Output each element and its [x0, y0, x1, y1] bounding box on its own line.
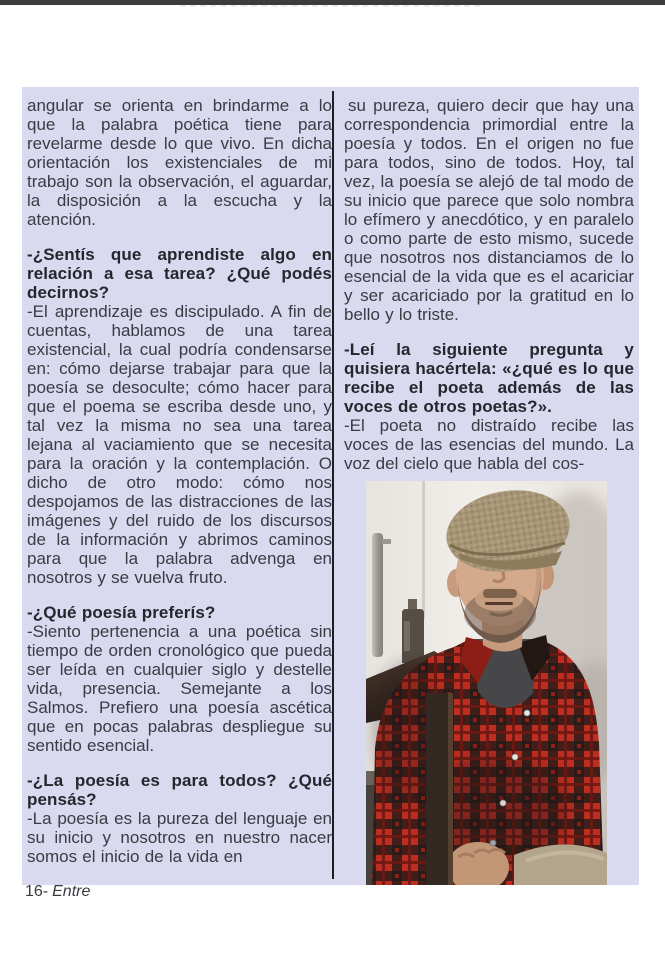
interview-question: -¿La poesía es para todos? ¿Qué pensás?	[27, 771, 332, 809]
column-right	[344, 96, 634, 885]
poet-portrait-photo	[366, 481, 607, 885]
interview-question: -Leí la siguiente pregunta y quisiera hacértela: «¿qué es lo que recibe el poeta además de las voces de otros poetas?».	[344, 340, 634, 416]
interview-answer: -El aprendizaje es discipulado. A fin de cuentas, hablamos de una tarea existencial, la cual podría condensarse en: cómo dejarse trabajar para que la poesía se desoculte; cómo hacer para que el poema se escriba desde uno, y tal vez la misma no sea una tarea lejana al vaciamiento que se necesita para la oración y la contemplación. O dicho de otro modo: cómo nos despojamos de las distracciones de las imágenes y del ruido de los discursos de la información y abrimos caminos para que la palabra advenga en nosotros y se vuelva fruto.	[27, 302, 332, 587]
interview-question: -¿Sentís que aprendiste algo en relación a esa tarea? ¿Qué podés decirnos?	[27, 245, 332, 302]
article-panel	[22, 87, 639, 885]
top-perforation-dashes	[180, 5, 480, 7]
paragraph: su pureza, quiero decir que hay una correspondencia primordial entre la poesía y todos. En el origen no fue para todos, sino de todos. Hoy, tal vez, la poesía se alejó de tal modo de su inicio que parece que solo nombra lo efímero y anecdótico, y en paralelo o como parte de esto mismo, sucede que nosotros nos distanciamos de lo esencial de la vida que es el acariciar y ser acariciado por la gratitud en lo bello y lo triste.	[344, 96, 634, 324]
interview-answer: -La poesía es la pureza del lenguaje en su inicio y nosotros en nuestro nacer somos el inicio de la vida en	[27, 809, 332, 866]
page-number: 16-	[25, 883, 49, 900]
interview-answer: -Siento pertenencia a una poética sin tiempo de orden cronológico que pueda ser leída en cualquier siglo y destelle vida, presencia. Semejante a los Salmos. Prefiero una poesía ascética que en pocas palabras despliegue su sentido esencial.	[27, 622, 332, 755]
publication-name: Entre	[52, 883, 91, 900]
page-footer	[25, 883, 90, 901]
column-divider-rule	[332, 91, 334, 879]
interview-answer: -El poeta no distraído recibe las voces de las esencias del mundo. La voz del cielo que habla del cos-	[344, 416, 634, 473]
interview-question: -¿Qué poesía preferís?	[27, 603, 216, 622]
column-left	[27, 96, 332, 866]
poet-portrait-illustration	[366, 481, 607, 885]
paragraph: angular se orienta en brindarme a lo que la palabra poética tiene para revelarme desde lo que vivo. En dicha orientación los existenciales de mi trabajo son la observación, el aguardar, la disposición a la escucha y la atención.	[27, 96, 332, 229]
